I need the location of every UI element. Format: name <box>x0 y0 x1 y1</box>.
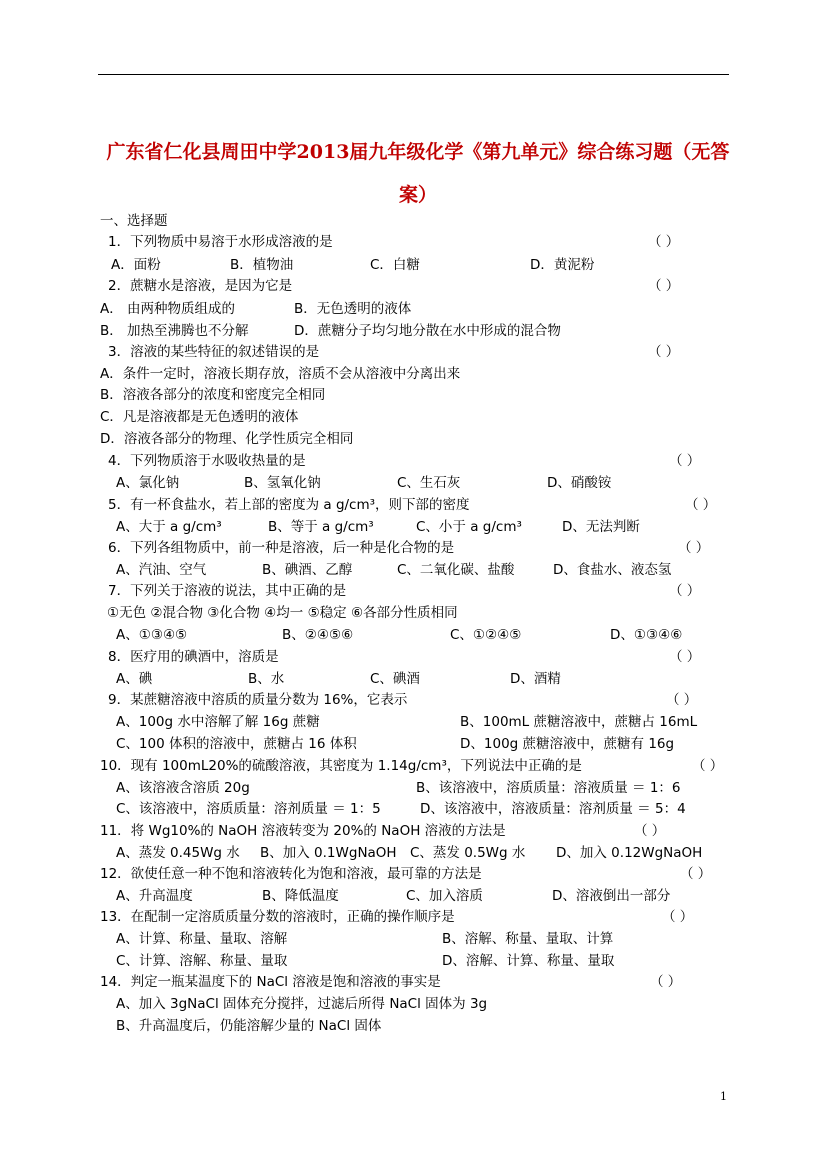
question-line: B、等于 a g/cm³ <box>268 519 374 535</box>
question-line: A、大于 a g/cm³ <box>116 519 222 535</box>
question-line: 9．某蔗糖溶液中溶质的质量分数为 16%，它表示 <box>108 692 408 708</box>
question-line: D、加入 0.12WgNaOH <box>556 845 703 861</box>
question-line: D、100g 蔗糖溶液中，蔗糖有 16g <box>460 736 675 752</box>
question-line: 7．下列关于溶液的说法，其中正确的是 <box>108 583 347 599</box>
question-line: （ ） <box>692 758 724 774</box>
question-line: A、碘 <box>116 671 153 687</box>
document-title-continued: 案） <box>398 184 437 206</box>
question-line: A、氯化钠 <box>116 475 180 491</box>
question-line: D、硝酸铵 <box>547 475 612 491</box>
question-line: （ ） <box>678 540 710 556</box>
question-line: （ ） <box>662 909 694 925</box>
question-line: D、①③④⑥ <box>610 627 683 643</box>
question-line: B、②④⑤⑥ <box>282 627 354 643</box>
question-line: B． 加热至沸腾也不分解 <box>100 323 249 339</box>
question-line: A、升高温度 <box>116 888 193 904</box>
question-line: （ ） <box>648 234 680 250</box>
question-line: A、该溶液含溶质 20g <box>116 780 250 796</box>
question-line: B、该溶液中，溶质质量：溶液质量 ＝ 1：6 <box>416 780 681 796</box>
question-line: C、①②④⑤ <box>450 627 522 643</box>
question-line: A． 由两种物质组成的 <box>100 301 236 317</box>
question-line: （ ） <box>669 453 701 469</box>
question-line: B、100mL 蔗糖溶液中，蔗糖占 16mL <box>460 714 698 730</box>
question-line: B．植物油 <box>230 257 294 273</box>
question-line: C、蒸发 0.5Wg 水 <box>410 845 526 861</box>
question-line: B．溶液各部分的浓度和密度完全相同 <box>100 387 326 403</box>
question-line: B、溶解、称量、量取、计算 <box>442 931 614 947</box>
question-line: （ ） <box>669 583 701 599</box>
question-line: A、①③④⑤ <box>116 627 188 643</box>
question-line: 12．欲使任意一种不饱和溶液转化为饱和溶液，最可靠的方法是 <box>100 866 482 882</box>
question-line: 10．现有 100mL20%的硫酸溶液，其密度为 1.14g/cm³，下列说法中正确的是 <box>100 758 582 774</box>
question-line: A、100g 水中溶解了解 16g 蔗糖 <box>116 714 320 730</box>
question-line: （ ） <box>650 974 682 990</box>
question-line: B、降低温度 <box>262 888 339 904</box>
question-line: D．蔗糖分子均匀地分散在水中形成的混合物 <box>294 323 561 339</box>
question-line: 8．医疗用的碘酒中，溶质是 <box>108 649 279 665</box>
page-number: 1 <box>720 1090 727 1103</box>
question-line: C、碘酒 <box>370 671 420 687</box>
question-line: D、无法判断 <box>562 519 640 535</box>
question-line: B、升高温度后，仍能溶解少量的 NaCl 固体 <box>116 1018 382 1034</box>
question-line: 13．在配制一定溶质质量分数的溶液时，正确的操作顺序是 <box>100 909 455 925</box>
question-line: C、加入溶质 <box>406 888 483 904</box>
question-line: （ ） <box>648 344 680 360</box>
question-line: A、加入 3gNaCl 固体充分搅拌，过滤后所得 NaCl 固体为 3g <box>116 996 488 1012</box>
question-line: D．黄泥粉 <box>530 257 595 273</box>
question-line: A．面粉 <box>111 257 161 273</box>
question-line: B、碘酒、乙醇 <box>262 562 353 578</box>
section-heading: 一、选择题 <box>100 213 168 229</box>
question-line: 6．下列各组物质中，前一种是溶液，后一种是化合物的是 <box>108 540 455 556</box>
question-line: C、小于 a g/cm³ <box>416 519 522 535</box>
question-line: D、溶解、计算、称量、量取 <box>442 953 615 969</box>
question-line: 5．有一杯食盐水，若上部的密度为 a g/cm³，则下部的密度 <box>108 497 470 513</box>
question-line: 14．判定一瓶某温度下的 NaCl 溶液是饱和溶液的事实是 <box>100 974 441 990</box>
document-title: 广东省仁化县周田中学2013届九年级化学《第九单元》综合练习题（无答 <box>106 141 730 163</box>
question-line: A．条件一定时，溶液长期存放，溶质不会从溶液中分离出来 <box>100 366 461 382</box>
question-line: C、生石灰 <box>397 475 461 491</box>
question-line: B、水 <box>248 671 285 687</box>
question-line: C、计算、溶解、称量、量取 <box>116 953 288 969</box>
question-line: 4．下列物质溶于水吸收热量的是 <box>108 453 306 469</box>
question-line: C、该溶液中，溶质质量：溶剂质量 ＝ 1：5 <box>116 801 381 817</box>
question-line: （ ） <box>669 649 701 665</box>
question-line: A、蒸发 0.45Wg 水 <box>116 845 240 861</box>
header-rule <box>98 74 729 75</box>
question-line: C、100 体积的溶液中，蔗糖占 16 体积 <box>116 736 357 752</box>
question-line: （ ） <box>680 866 712 882</box>
question-line: B．无色透明的液体 <box>294 301 412 317</box>
question-line: D、酒精 <box>510 671 561 687</box>
question-line: ①无色 ②混合物 ③化合物 ④均一 ⑤稳定 ⑥各部分性质相同 <box>107 605 458 621</box>
question-line: （ ） <box>634 823 666 839</box>
question-line: C、二氧化碳、盐酸 <box>397 562 515 578</box>
question-line: B、加入 0.1WgNaOH <box>260 845 397 861</box>
question-line: C．凡是溶液都是无色透明的液体 <box>100 409 299 425</box>
question-line: C．白糖 <box>370 257 420 273</box>
question-line: D、食盐水、液态氢 <box>553 562 672 578</box>
question-line: 1．下列物质中易溶于水形成溶液的是 <box>108 234 333 250</box>
question-line: （ ） <box>685 497 717 513</box>
question-line: A、汽油、空气 <box>116 562 207 578</box>
question-line: 11．将 Wg10%的 NaOH 溶液转变为 20%的 NaOH 溶液的方法是 <box>100 823 506 839</box>
question-line: D、该溶液中，溶液质量：溶剂质量 ＝ 5：4 <box>420 801 686 817</box>
question-line: 3．溶液的某些特征的叙述错误的是 <box>108 344 320 360</box>
question-line: D．溶液各部分的物理、化学性质完全相同 <box>100 431 354 447</box>
question-line: B、氢氧化钠 <box>244 475 321 491</box>
question-line: （ ） <box>648 278 680 294</box>
question-line: A、计算、称量、量取、溶解 <box>116 931 288 947</box>
question-line: （ ） <box>666 692 698 708</box>
question-line: 2．蔗糖水是溶液，是因为它是 <box>108 278 293 294</box>
question-line: D、溶液倒出一部分 <box>552 888 671 904</box>
